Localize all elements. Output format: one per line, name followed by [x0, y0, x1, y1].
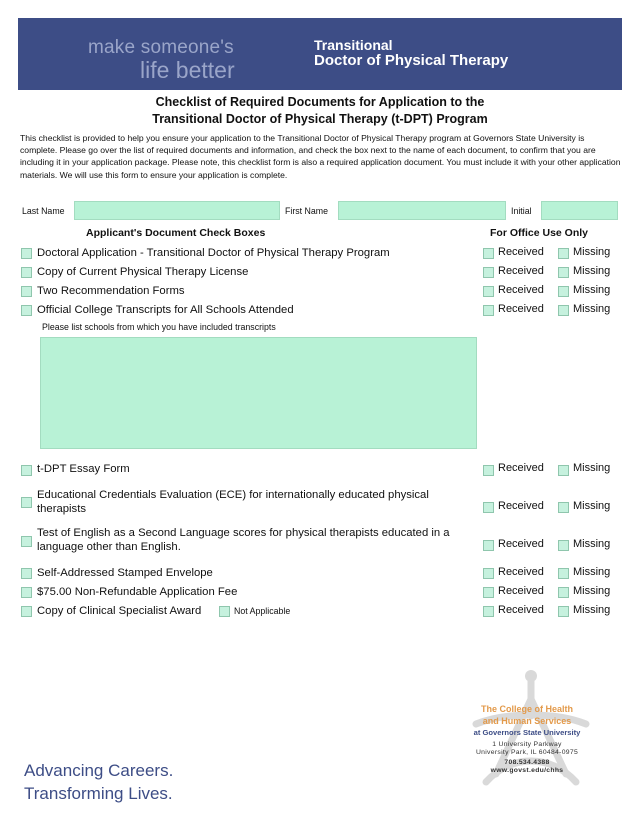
transcripts-prompt: Please list schools from which you have included transcripts: [42, 322, 276, 332]
missing-label: Missing: [573, 246, 611, 258]
missing-label: Missing: [573, 538, 611, 550]
received-label: Received: [498, 246, 544, 258]
missing-label: Missing: [573, 303, 611, 315]
item-envelope: Self-Addressed Stamped Envelope: [37, 567, 213, 579]
last-name-field[interactable]: [74, 201, 280, 220]
program-title-line2: Doctor of Physical Therapy: [314, 52, 509, 69]
received-checkbox[interactable]: [483, 587, 494, 598]
received-label: Received: [498, 303, 544, 315]
applicant-column-header: Applicant's Document Check Boxes: [86, 227, 266, 239]
received-checkbox[interactable]: [483, 465, 494, 476]
missing-label: Missing: [573, 585, 611, 597]
page-title-line2: Transitional Doctor of Physical Therapy (t-DPT) Program: [152, 112, 488, 126]
checkbox-pt-license[interactable]: [21, 267, 32, 278]
missing-checkbox[interactable]: [558, 568, 569, 579]
received-label: Received: [498, 566, 544, 578]
missing-checkbox[interactable]: [558, 267, 569, 278]
received-label: Received: [498, 500, 544, 512]
checkbox-essay-form[interactable]: [21, 465, 32, 476]
item-transcripts: Official College Transcripts for All Schools Attended: [37, 304, 294, 316]
missing-checkbox[interactable]: [558, 465, 569, 476]
received-label: Received: [498, 604, 544, 616]
item-recommendation-forms: Two Recommendation Forms: [37, 285, 185, 297]
received-label: Received: [498, 585, 544, 597]
missing-checkbox[interactable]: [558, 606, 569, 617]
item-essay-form: t-DPT Essay Form: [37, 463, 130, 475]
not-applicable-label: Not Applicable: [234, 606, 291, 616]
checkbox-toefl[interactable]: [21, 536, 32, 547]
item-application-fee: $75.00 Non-Refundable Application Fee: [37, 586, 238, 598]
checkbox-application-fee[interactable]: [21, 587, 32, 598]
received-label: Received: [498, 538, 544, 550]
missing-checkbox[interactable]: [558, 540, 569, 551]
first-name-label: First Name: [285, 206, 329, 216]
program-title-line1: Transitional: [314, 37, 393, 53]
received-checkbox[interactable]: [483, 568, 494, 579]
received-checkbox[interactable]: [483, 248, 494, 259]
item-toefl: Test of English as a Second Language scores for physical therapists educated in a language other than English.: [37, 527, 450, 553]
received-checkbox[interactable]: [483, 540, 494, 551]
last-name-label: Last Name: [22, 206, 65, 216]
checkbox-ece[interactable]: [21, 497, 32, 508]
office-column-header: For Office Use Only: [490, 227, 589, 239]
page-title-line1: Checklist of Required Documents for Application to the: [155, 95, 485, 109]
not-applicable-checkbox[interactable]: [219, 606, 230, 617]
intro-paragraph: This checklist is provided to help you ensure your application to the Transitional Doctor of Physical Therapy program at Governors State University is complete. Please go over the list of required documents and information, and check the box next to the name of each document, to confirm that you are including it in your application package. Please note, this checklist form is also a required application document. You must include it with your other application materials. We will use this form to ensure your application is complete.: [20, 133, 621, 180]
item-specialist-award: Copy of Clinical Specialist Award: [37, 605, 202, 617]
item-ece: Educational Credentials Evaluation (ECE) for internationally educated physical therapists: [37, 489, 429, 515]
tagline-line2: life better: [140, 57, 235, 83]
address-line2: University Park, IL 60484-0975: [475, 749, 579, 756]
checkbox-transcripts[interactable]: [21, 305, 32, 316]
missing-checkbox[interactable]: [558, 305, 569, 316]
transcripts-textarea[interactable]: [40, 337, 477, 449]
slogan-line2: Transforming Lives.: [24, 784, 173, 803]
phone-number: 708.534.4388: [504, 759, 550, 766]
missing-checkbox[interactable]: [558, 502, 569, 513]
received-checkbox[interactable]: [483, 502, 494, 513]
checkbox-recommendation-forms[interactable]: [21, 286, 32, 297]
initial-field[interactable]: [541, 201, 618, 220]
college-name-line1: The College of Health: [480, 704, 573, 714]
address-line1: 1 University Parkway: [492, 741, 562, 748]
checkbox-envelope[interactable]: [21, 568, 32, 579]
missing-checkbox[interactable]: [558, 248, 569, 259]
slogan-line1: Advancing Careers.: [24, 761, 174, 780]
website-link[interactable]: www.govst.edu/chhs: [490, 767, 564, 774]
received-label: Received: [498, 284, 544, 296]
missing-label: Missing: [573, 265, 611, 277]
missing-label: Missing: [573, 462, 611, 474]
missing-label: Missing: [573, 500, 611, 512]
missing-checkbox[interactable]: [558, 286, 569, 297]
missing-label: Missing: [573, 284, 611, 296]
tagline-line1: make someone's: [88, 37, 234, 58]
missing-label: Missing: [573, 566, 611, 578]
received-checkbox[interactable]: [483, 305, 494, 316]
received-checkbox[interactable]: [483, 606, 494, 617]
first-name-field[interactable]: [338, 201, 506, 220]
received-label: Received: [498, 265, 544, 277]
received-checkbox[interactable]: [483, 267, 494, 278]
checkbox-specialist-award[interactable]: [21, 606, 32, 617]
received-label: Received: [498, 462, 544, 474]
university-name: at Governors State University: [473, 728, 581, 737]
item-doctoral-application: Doctoral Application - Transitional Doctor of Physical Therapy Program: [37, 247, 390, 259]
item-pt-license: Copy of Current Physical Therapy License: [37, 266, 249, 278]
missing-checkbox[interactable]: [558, 587, 569, 598]
college-name-line2: and Human Services: [482, 716, 572, 726]
checkbox-doctoral-application[interactable]: [21, 248, 32, 259]
initial-label: Initial: [511, 206, 532, 216]
received-checkbox[interactable]: [483, 286, 494, 297]
missing-label: Missing: [573, 604, 611, 616]
